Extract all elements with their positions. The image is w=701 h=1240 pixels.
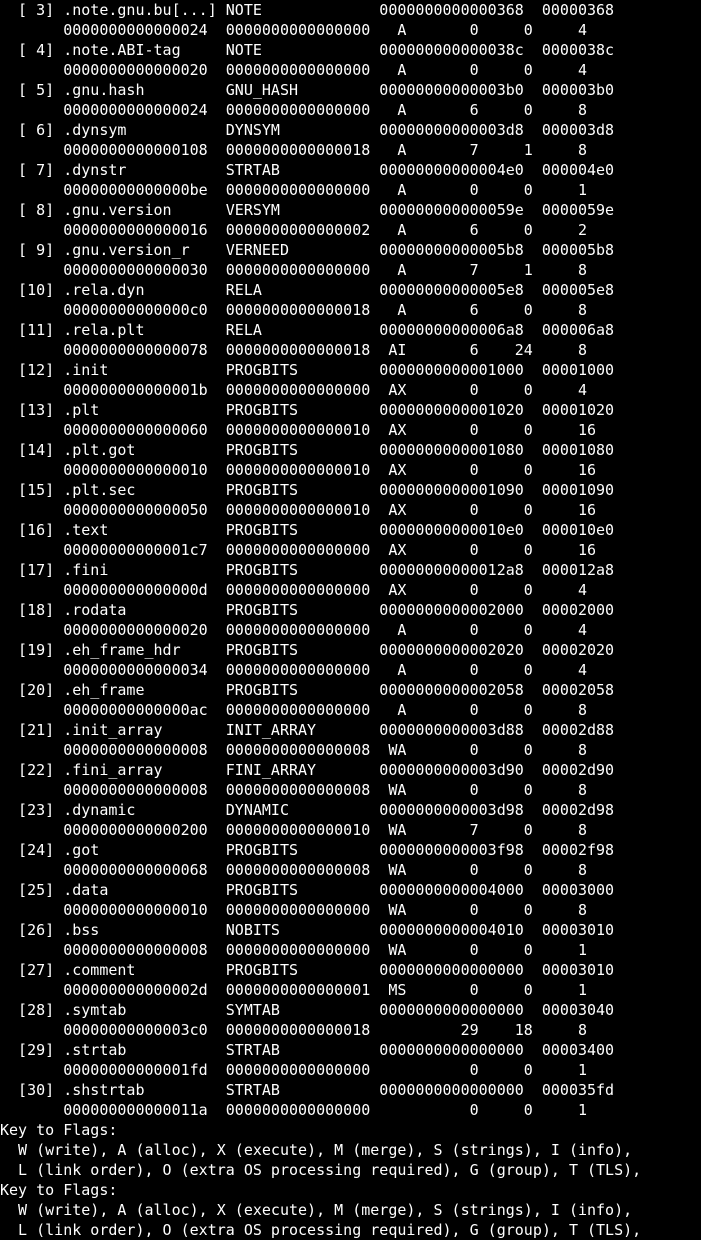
- terminal-line: 0000000000000020 0000000000000000 A 0 0 4: [0, 621, 587, 639]
- terminal-line: [27] .comment PROGBITS 0000000000000000 00003010: [0, 961, 615, 979]
- terminal-line: 00000000000000c0 0000000000000018 A 6 0 8: [0, 301, 587, 319]
- terminal-line: [ 5] .gnu.hash GNU_HASH 00000000000003b0 000003b0: [0, 81, 615, 99]
- terminal-line: [11] .rela.plt RELA 00000000000006a8 000006a8: [0, 321, 615, 339]
- terminal-line: 000000000000011a 0000000000000000 0 0 1: [0, 1101, 587, 1119]
- terminal-line: 0000000000000010 0000000000000000 WA 0 0 8: [0, 901, 587, 919]
- terminal-line: [16] .text PROGBITS 00000000000010e0 000010e0: [0, 521, 615, 539]
- terminal-line: [25] .data PROGBITS 0000000000004000 00003000: [0, 881, 615, 899]
- terminal-line: [12] .init PROGBITS 0000000000001000 00001000: [0, 361, 615, 379]
- terminal-line: [29] .strtab STRTAB 0000000000000000 00003400: [0, 1041, 615, 1059]
- terminal-line: [ 3] .note.gnu.bu[...] NOTE 0000000000000368 00000368: [0, 1, 615, 19]
- terminal-line: [ 7] .dynstr STRTAB 00000000000004e0 000004e0: [0, 161, 615, 179]
- terminal-line: W (write), A (alloc), X (execute), M (merge), S (strings), I (info),: [0, 1201, 633, 1219]
- terminal-line: 0000000000000078 0000000000000018 AI 6 24 8: [0, 341, 587, 359]
- terminal-line: 0000000000000050 0000000000000010 AX 0 0 16: [0, 501, 597, 519]
- terminal-line: [24] .got PROGBITS 0000000000003f98 00002f98: [0, 841, 615, 859]
- terminal-line: 000000000000002d 0000000000000001 MS 0 0 1: [0, 981, 587, 999]
- terminal-line: [ 4] .note.ABI-tag NOTE 000000000000038c 0000038c: [0, 41, 615, 59]
- terminal-line: [ 8] .gnu.version VERSYM 000000000000059e 0000059e: [0, 201, 615, 219]
- terminal-line: 00000000000000be 0000000000000000 A 0 0 1: [0, 181, 587, 199]
- terminal-line: [19] .eh_frame_hdr PROGBITS 0000000000002020 00002020: [0, 641, 615, 659]
- terminal-line: [20] .eh_frame PROGBITS 0000000000002058 00002058: [0, 681, 615, 699]
- terminal-line: 00000000000000ac 0000000000000000 A 0 0 8: [0, 701, 587, 719]
- terminal-line: Key to Flags:: [0, 1121, 118, 1139]
- terminal-line: 000000000000000d 0000000000000000 AX 0 0 4: [0, 581, 587, 599]
- terminal-line: [21] .init_array INIT_ARRAY 0000000000003d88 00002d88: [0, 721, 615, 739]
- terminal-line: [23] .dynamic DYNAMIC 0000000000003d98 00002d98: [0, 801, 615, 819]
- terminal-line: [15] .plt.sec PROGBITS 0000000000001090 00001090: [0, 481, 615, 499]
- terminal-line: 0000000000000068 0000000000000008 WA 0 0 8: [0, 861, 587, 879]
- terminal-line: [17] .fini PROGBITS 00000000000012a8 000012a8: [0, 561, 615, 579]
- terminal-line: 0000000000000010 0000000000000010 AX 0 0 16: [0, 461, 597, 479]
- terminal-line: 000000000000001b 0000000000000000 AX 0 0 4: [0, 381, 587, 399]
- terminal-line: 0000000000000108 0000000000000018 A 7 1 8: [0, 141, 587, 159]
- terminal-line: L (link order), O (extra OS processing required), G (group), T (TLS),: [0, 1161, 642, 1179]
- terminal-line: [14] .plt.got PROGBITS 0000000000001080 00001080: [0, 441, 615, 459]
- terminal-line: 0000000000000008 0000000000000008 WA 0 0 8: [0, 741, 587, 759]
- terminal-line: L (link order), O (extra OS processing required), G (group), T (TLS),: [0, 1221, 642, 1239]
- terminal-line: 0000000000000030 0000000000000000 A 7 1 8: [0, 261, 587, 279]
- terminal-line: 0000000000000060 0000000000000010 AX 0 0 16: [0, 421, 597, 439]
- terminal-line: Key to Flags:: [0, 1181, 118, 1199]
- terminal-line: [22] .fini_array FINI_ARRAY 0000000000003d90 00002d90: [0, 761, 615, 779]
- terminal-line: 00000000000001fd 0000000000000000 0 0 1: [0, 1061, 587, 1079]
- terminal-line: 0000000000000016 0000000000000002 A 6 0 2: [0, 221, 587, 239]
- terminal-line: [10] .rela.dyn RELA 00000000000005e8 000005e8: [0, 281, 615, 299]
- terminal-line: 0000000000000034 0000000000000000 A 0 0 4: [0, 661, 587, 679]
- terminal-line: 0000000000000020 0000000000000000 A 0 0 4: [0, 61, 587, 79]
- terminal-line: [26] .bss NOBITS 0000000000004010 00003010: [0, 921, 615, 939]
- terminal-line: [28] .symtab SYMTAB 0000000000000000 00003040: [0, 1001, 615, 1019]
- terminal-line: [ 6] .dynsym DYNSYM 00000000000003d8 000003d8: [0, 121, 615, 139]
- terminal-line: 0000000000000008 0000000000000000 WA 0 0 1: [0, 941, 587, 959]
- terminal-line: 0000000000000008 0000000000000008 WA 0 0 8: [0, 781, 587, 799]
- terminal-line: 00000000000001c7 0000000000000000 AX 0 0 16: [0, 541, 597, 559]
- terminal-line: 0000000000000024 0000000000000000 A 6 0 8: [0, 101, 587, 119]
- terminal-line: 0000000000000200 0000000000000010 WA 7 0 8: [0, 821, 587, 839]
- terminal-line: [13] .plt PROGBITS 0000000000001020 00001020: [0, 401, 615, 419]
- terminal-line: [30] .shstrtab STRTAB 0000000000000000 000035fd: [0, 1081, 615, 1099]
- terminal-line: [18] .rodata PROGBITS 0000000000002000 00002000: [0, 601, 615, 619]
- terminal-line: W (write), A (alloc), X (execute), M (merge), S (strings), I (info),: [0, 1141, 633, 1159]
- terminal-line: 0000000000000024 0000000000000000 A 0 0 4: [0, 21, 587, 39]
- terminal-line: [ 9] .gnu.version_r VERNEED 00000000000005b8 000005b8: [0, 241, 615, 259]
- terminal-line: 00000000000003c0 0000000000000018 29 18 8: [0, 1021, 587, 1039]
